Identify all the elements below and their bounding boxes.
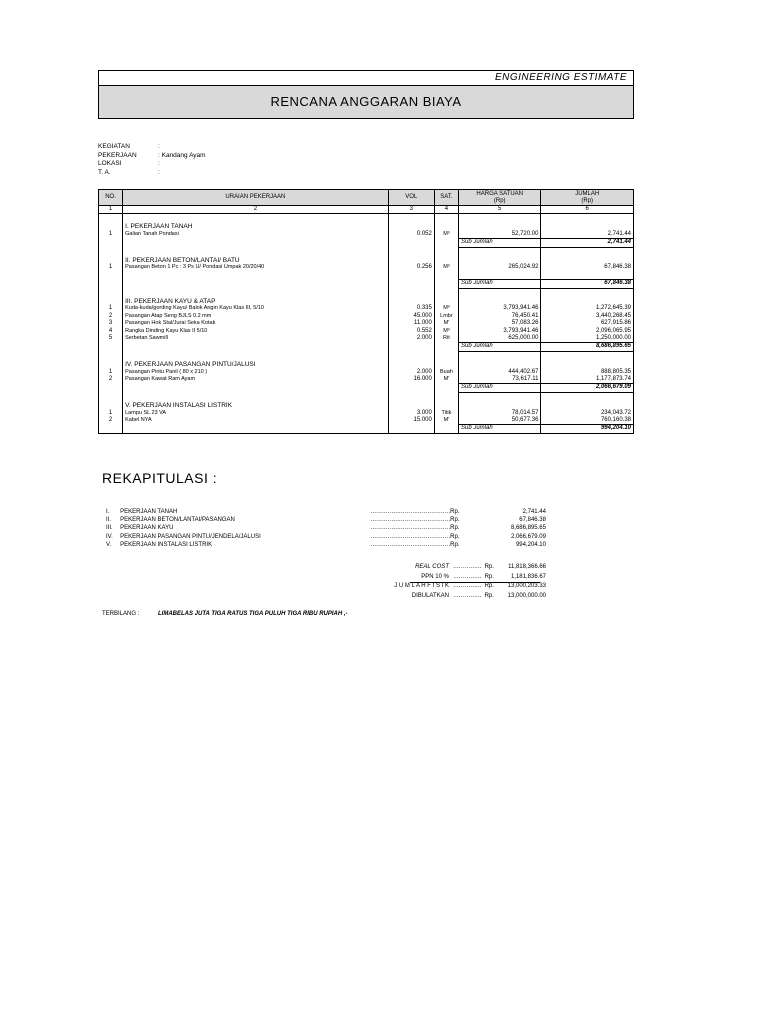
table-row xyxy=(99,328,634,335)
meta-block xyxy=(98,143,634,177)
rekap-label: PEKERJAAN BETON/LANTAI/PASANGAN xyxy=(120,517,235,524)
rekap-dots: …………………………………… xyxy=(370,533,451,540)
section-title: I. PEKERJAAN TANAH xyxy=(123,221,388,230)
subtotal-value: 2,741.44 xyxy=(541,239,634,247)
row-sat: M' xyxy=(434,417,458,425)
row-vol: 11.000 xyxy=(388,320,434,327)
blank-row xyxy=(99,392,634,400)
section-title: V. PEKERJAAN INSTALASI LISTRIK xyxy=(123,400,388,409)
total-label: PPN 10 % xyxy=(421,573,449,580)
rekap-totals xyxy=(370,563,546,601)
table-row xyxy=(99,335,634,343)
row-sat: M³ xyxy=(434,231,458,239)
row-no: 2 xyxy=(99,376,123,384)
row-no: 1 xyxy=(99,410,123,417)
col-number: 1 xyxy=(99,206,123,214)
row-harga: 50,677.36 xyxy=(458,417,540,425)
col-number: 6 xyxy=(541,206,634,214)
table-row xyxy=(99,264,634,271)
rekap-dots: …………………………………… xyxy=(370,509,451,515)
total-rp: Rp. xyxy=(484,564,494,570)
rekap-label: PEKERJAAN TANAH xyxy=(120,509,178,515)
subtotal-row xyxy=(99,343,634,351)
section-title-row xyxy=(99,221,634,230)
terbilang-value: LIMABELAS JUTA TIGA RATUS TIGA PULUH TIGA RIBU RUPIAH ,- xyxy=(158,611,348,617)
subtotal-label: Sub Jumlah xyxy=(458,425,540,433)
meta-row xyxy=(98,143,634,152)
row-vol: 0.335 xyxy=(388,305,434,312)
meta-row xyxy=(98,152,634,161)
total-dots: …………… xyxy=(452,564,482,570)
table-row xyxy=(99,376,634,384)
meta-row xyxy=(98,169,634,178)
terbilang xyxy=(102,611,348,617)
table-header-row xyxy=(99,190,634,206)
rekap-list xyxy=(106,508,546,549)
row-vol: 0.256 xyxy=(388,264,434,271)
subtotal-label: Sub Jumlah xyxy=(458,343,540,351)
row-harga: 265,024.92 xyxy=(458,264,540,271)
rekapitulasi-title: REKAPITULASI : xyxy=(102,470,218,486)
meta-value: : xyxy=(158,168,160,176)
row-desc: Kuda-kuda/gording Kayu/ Balok Angin Kayu Klas III, 5/10 xyxy=(123,305,388,312)
rekap-label: PEKERJAAN INSTALASI LISTRIK xyxy=(120,541,213,548)
row-vol: 16.000 xyxy=(388,376,434,384)
meta-key: KEGIATAN xyxy=(98,143,130,150)
rekap-value: 994,204.10 xyxy=(515,541,546,548)
meta-row xyxy=(98,160,634,169)
row-desc: Serbetan Sawmill xyxy=(123,335,388,343)
row-vol: 2.000 xyxy=(388,335,434,343)
total-rp: Rp. xyxy=(484,592,494,599)
subtotal-label: Sub Jumlah xyxy=(458,239,540,247)
row-jumlah: 888,805.35 xyxy=(541,369,634,376)
rekap-rp: Rp. xyxy=(450,541,460,548)
col-sat-header: SAT. xyxy=(434,190,458,206)
rekap-row xyxy=(106,533,546,541)
row-harga: 73,617.11 xyxy=(458,376,540,384)
total-label: J U M L A H F I S I K xyxy=(394,583,449,589)
rekap-rp: Rp. xyxy=(450,533,460,540)
rekap-num: II. xyxy=(106,517,112,524)
total-row xyxy=(370,573,546,583)
table-row xyxy=(99,313,634,320)
row-desc: Kabel NYA xyxy=(123,417,388,425)
meta-value: : xyxy=(158,160,160,167)
table-row xyxy=(99,369,634,376)
rekap-rp: Rp. xyxy=(450,509,460,515)
row-desc: Pasangan Hok Stal/Jurai Seka Kotak xyxy=(123,320,388,327)
table-row xyxy=(99,320,634,327)
row-no: 2 xyxy=(99,417,123,425)
total-dots: …………… xyxy=(452,573,482,580)
total-value: 1,181,836.67 xyxy=(510,573,547,580)
rekap-num: III. xyxy=(106,525,113,532)
cost-table xyxy=(98,189,634,434)
col-no-header: NO. xyxy=(99,190,123,206)
row-sat: M³ xyxy=(434,328,458,335)
row-jumlah: 2,096,065.95 xyxy=(541,328,634,335)
section-title-row xyxy=(99,359,634,368)
meta-key: LOKASI xyxy=(98,160,122,167)
rekap-value: 2,741.44 xyxy=(522,509,546,515)
page-title: RENCANA ANGGARAN BIAYA xyxy=(98,86,634,119)
rekap-dots: …………………………………… xyxy=(370,525,451,532)
rekap-dots: …………………………………… xyxy=(370,517,451,524)
subtotal-value: 8,686,895.65 xyxy=(541,343,634,351)
subtotal-row xyxy=(99,384,634,392)
row-harga: 625,000.00 xyxy=(458,335,540,343)
total-rp: Rp. xyxy=(484,573,494,580)
row-sat: M³ xyxy=(434,264,458,271)
row-harga: 3,793,941.46 xyxy=(458,305,540,312)
row-harga: 57,083.26 xyxy=(458,320,540,327)
row-no: 1 xyxy=(99,369,123,376)
section-title: III. PEKERJAAN KAYU & ATAP xyxy=(123,296,388,305)
rekap-row xyxy=(106,524,546,532)
row-sat: M' xyxy=(434,320,458,327)
row-jumlah: 1,177,873.74 xyxy=(541,376,634,384)
meta-value: : Kandang Ayam xyxy=(158,151,206,159)
total-value: 13,000,000.00 xyxy=(507,592,547,599)
rekap-label: PEKERJAAN KAYU xyxy=(120,525,174,532)
row-no: 5 xyxy=(99,335,123,343)
section-title: II. PEKERJAAN BETON/LANTAI/ BATU xyxy=(123,255,388,264)
col-harga-header: HARGA SATUAN (Rp) xyxy=(458,190,540,206)
row-jumlah: 67,846.38 xyxy=(541,264,634,271)
table-row xyxy=(99,305,634,312)
rekap-value: 2,066,679.09 xyxy=(510,533,546,540)
col-number: 5 xyxy=(458,206,540,214)
row-jumlah: 760,160.38 xyxy=(541,417,634,425)
row-desc: Galian Tanah Pondasi xyxy=(123,231,388,239)
column-number-row xyxy=(99,206,634,214)
row-no: 2 xyxy=(99,313,123,320)
row-sat: M' xyxy=(434,376,458,384)
blank-row xyxy=(99,247,634,255)
subtotal-row xyxy=(99,280,634,288)
col-jumlah-header: JUMLAH (Rp) xyxy=(541,190,634,206)
row-sat: Rit xyxy=(434,335,458,343)
row-no: 1 xyxy=(99,305,123,312)
row-sat: Buah xyxy=(434,369,458,376)
row-vol: 3.000 xyxy=(388,410,434,417)
section-title-row xyxy=(99,255,634,264)
row-harga: 52,720.00 xyxy=(458,231,540,239)
col-vol-header: VOL xyxy=(388,190,434,206)
row-jumlah: 3,440,268.45 xyxy=(541,313,634,320)
row-harga: 444,402.67 xyxy=(458,369,540,376)
meta-key: PEKERJAAN xyxy=(98,151,137,159)
blank-row xyxy=(99,214,634,222)
subtotal-value: 2,066,679.09 xyxy=(541,384,634,392)
total-rp: Rp. xyxy=(484,583,494,589)
blank-row xyxy=(99,288,634,296)
rekap-num: I. xyxy=(106,509,110,515)
subtotal-label: Sub Jumlah xyxy=(458,280,540,288)
col-uraian-header: URAIAN PEKERJAAN xyxy=(123,190,388,206)
rekap-num: V. xyxy=(106,541,112,548)
row-no: 1 xyxy=(99,231,123,239)
section-title: IV. PEKERJAAN PASANGAN PINTU/JALUSI xyxy=(123,359,388,368)
row-vol: 2.000 xyxy=(388,369,434,376)
section-title-row xyxy=(99,400,634,409)
total-row xyxy=(370,582,546,592)
col-number: 2 xyxy=(123,206,388,214)
row-vol: 15.000 xyxy=(388,417,434,425)
row-desc: Pasangan Pintu Panil ( 80 x 210 ) xyxy=(123,369,388,376)
row-desc: Rangka Dinding Kayu Klas II 5/10 xyxy=(123,328,388,335)
row-desc: Lampu SL 23 VA xyxy=(123,410,388,417)
terbilang-label: TERBILANG : xyxy=(102,611,140,617)
rekap-value: 67,846.38 xyxy=(519,517,546,524)
total-dots: …………… xyxy=(452,592,482,599)
rekap-value: 8,686,895.65 xyxy=(510,525,546,532)
row-jumlah: 1,250,000.00 xyxy=(541,335,634,343)
row-harga: 76,450.41 xyxy=(458,313,540,320)
section-title-row xyxy=(99,296,634,305)
rekap-row xyxy=(106,541,546,549)
rekap-dots: …………………………………… xyxy=(370,541,451,548)
rekap-num: IV. xyxy=(106,533,113,540)
rekap-row xyxy=(106,516,546,524)
document xyxy=(98,70,634,434)
row-sat: Lmbr xyxy=(434,313,458,320)
row-jumlah: 627,915.86 xyxy=(541,320,634,327)
total-row xyxy=(370,592,546,602)
row-sat: Titik xyxy=(434,410,458,417)
blank-row xyxy=(99,351,634,359)
row-no: 1 xyxy=(99,264,123,271)
row-harga: 78,014.57 xyxy=(458,410,540,417)
col-number: 3 xyxy=(388,206,434,214)
subtotal-row xyxy=(99,425,634,433)
row-no: 3 xyxy=(99,320,123,327)
total-label: DIBULATKAN xyxy=(411,592,449,599)
row-harga: 3,793,941.46 xyxy=(458,328,540,335)
blank-row xyxy=(99,272,634,280)
subtotal-value: 994,204.10 xyxy=(541,425,634,433)
col-number: 4 xyxy=(434,206,458,214)
row-desc: Pasangan Atap Seng BJLS 0.2 mm xyxy=(123,313,388,320)
table-row xyxy=(99,417,634,425)
meta-value: : xyxy=(158,143,160,150)
row-vol: 45.000 xyxy=(388,313,434,320)
total-underline xyxy=(410,582,540,583)
rekap-rp: Rp. xyxy=(450,525,460,532)
row-vol: 0.052 xyxy=(388,231,434,239)
table-row xyxy=(99,410,634,417)
rekap-rp: Rp. xyxy=(450,517,460,524)
subtotal-value: 67,846.38 xyxy=(541,280,634,288)
row-desc: Pasangan Kawat Ram Ayam xyxy=(123,376,388,384)
rekap-row xyxy=(106,508,546,516)
total-label: REAL COST xyxy=(415,564,449,570)
row-no: 4 xyxy=(99,328,123,335)
table-row xyxy=(99,231,634,239)
rekap-label: PEKERJAAN PASANGAN PINTU/JENDELA/JALUSI xyxy=(120,533,261,540)
total-dots: …………… xyxy=(452,583,482,589)
meta-key: T. A. xyxy=(98,168,111,176)
row-sat: M³ xyxy=(434,305,458,312)
subtotal-row xyxy=(99,239,634,247)
row-desc: Pasangan Beton 1 Pc : 3 Ps U/ Pondasi Umpak 20/20/40 xyxy=(123,264,388,271)
row-jumlah: 2,741.44 xyxy=(541,231,634,239)
engineering-estimate-label: ENGINEERING ESTIMATE xyxy=(98,70,634,86)
total-value: 13,000,203.33 xyxy=(507,583,547,589)
row-vol: 0.552 xyxy=(388,328,434,335)
total-value: 11,818,366.66 xyxy=(508,564,547,570)
total-row xyxy=(370,563,546,573)
row-jumlah: 234,043.72 xyxy=(541,410,634,417)
row-jumlah: 1,272,645.39 xyxy=(541,305,634,312)
subtotal-label: Sub Jumlah xyxy=(458,384,540,392)
